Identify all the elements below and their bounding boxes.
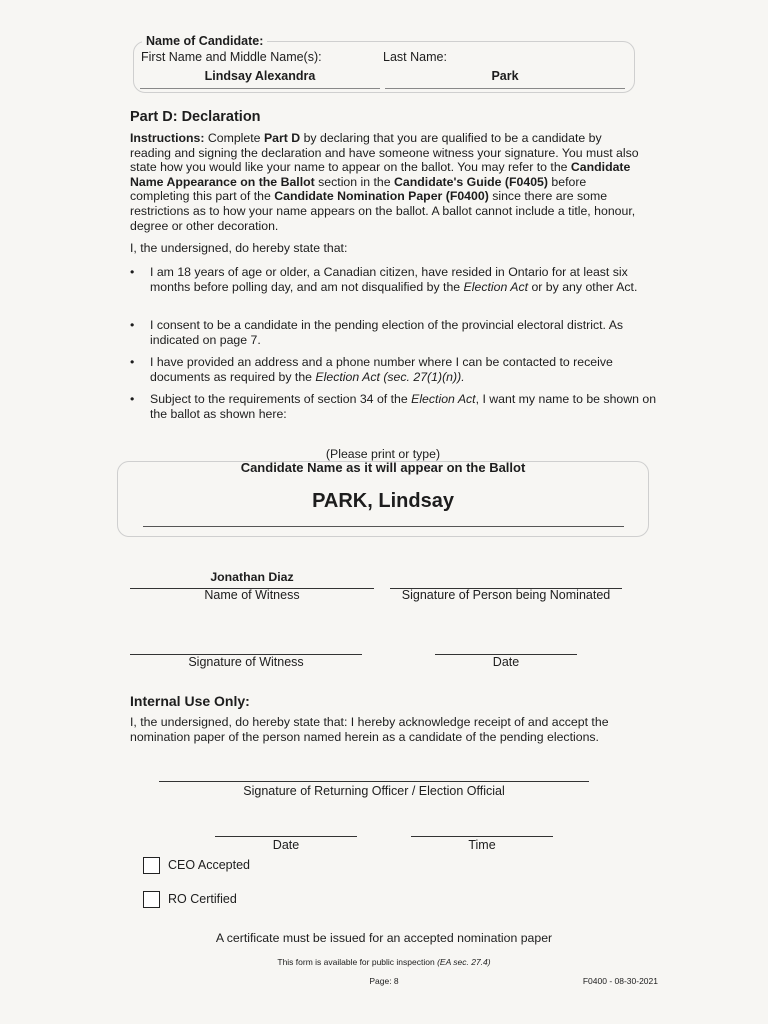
candidate-section-label: Name of Candidate: — [142, 34, 267, 48]
instr-text-1: Complete — [204, 131, 264, 145]
bullet-ballot-name: • Subject to the requirements of section 34 of the Election Act, I want my name to be shown on the ballot as shown here: — [130, 392, 660, 421]
internal-time-label: Time — [468, 838, 496, 852]
page-number: Page: 8 — [369, 976, 399, 986]
certificate-note: A certificate must be issued for an accepted nomination paper — [215, 931, 553, 945]
witness-name-value[interactable]: Jonathan Diaz — [210, 570, 294, 584]
internal-date-label: Date — [272, 838, 300, 852]
internal-date-line[interactable] — [215, 836, 357, 837]
public-inspection-ref: (EA sec. 27.4) — [437, 957, 491, 967]
statement-text: I, the undersigned, do hereby state that: — [130, 241, 348, 255]
instr-part-d: Part D — [263, 131, 301, 145]
nominee-date-label: Date — [492, 655, 520, 669]
bullet-address: • I have provided an address and a phone number where I can be contacted to receive documents as required by the Election Act (sec. 27(1)(n)). — [130, 355, 660, 384]
instr-text-2: by declaring that you are qualified to be a candidate by reading and signing the declaration and have someone witness your signature. You must also state how you would like your name to appear on the ballot. You may refer to the — [130, 131, 639, 175]
first-name-value[interactable]: Lindsay Alexandra — [204, 69, 316, 83]
instr-text-3: section in the — [314, 174, 395, 189]
witness-signature-label: Signature of Witness — [188, 655, 304, 669]
ceo-accepted-label: CEO Accepted — [168, 858, 250, 872]
ballot-title: Candidate Name as it will appear on the Ballot — [240, 460, 526, 475]
witness-name-label: Name of Witness — [204, 588, 300, 602]
last-name-value[interactable]: Park — [491, 69, 519, 83]
internal-time-line[interactable] — [411, 836, 553, 837]
instr-cnab-ref: Candidate Name Appearance on the Ballot — [130, 160, 631, 189]
ballot-name-underline — [143, 526, 624, 527]
internal-heading: Internal Use Only: — [130, 693, 250, 709]
form-id: F0400 - 08-30-2021 — [582, 976, 658, 986]
instructions-paragraph — [130, 131, 642, 233]
first-name-underline — [140, 88, 380, 89]
last-name-label: Last Name: — [383, 50, 447, 64]
ballot-name-value[interactable]: PARK, Lindsay — [312, 490, 454, 512]
public-inspection-note — [100, 957, 668, 967]
instructions-label: Instructions: — [130, 131, 205, 145]
candidate-name-box — [133, 41, 635, 93]
ro-certified-checkbox[interactable] — [143, 891, 160, 908]
first-name-label: First Name and Middle Name(s): — [141, 50, 322, 64]
ceo-accepted-checkbox[interactable] — [143, 857, 160, 874]
ro-signature-line[interactable] — [159, 781, 589, 782]
instr-paper-ref: Candidate Nomination Paper (F0400) — [274, 189, 489, 204]
internal-text: I, the undersigned, do hereby state that: I hereby acknowledge receipt of and accept the nomination paper of the person named herein as a candidate of the pending elections. — [130, 715, 609, 744]
bullet-age-citizenship: • I am 18 years of age or older, a Canadian citizen, have resided in Ontario for at least six months before polling day, and am not disqualified by the Election Act or by any other Act. — [130, 265, 660, 294]
instr-guide-ref: Candidate's Guide (F0405) — [394, 174, 548, 189]
ro-signature-label: Signature of Returning Officer / Election Official — [243, 784, 505, 798]
public-inspection-text: This form is available for public inspection — [277, 957, 438, 967]
print-note: (Please print or type) — [325, 447, 441, 461]
last-name-underline — [385, 88, 625, 89]
ro-certified-label: RO Certified — [168, 892, 237, 906]
instr-text-4: before completing this part of the — [130, 174, 587, 204]
nominee-signature-label: Signature of Person being Nominated — [401, 588, 611, 602]
part-d-heading: Part D: Declaration — [130, 109, 261, 125]
bullet-consent: • I consent to be a candidate in the pending election of the provincial electoral district. As indicated on page 7. — [130, 318, 660, 347]
instr-text-5: since there are some restrictions as to how your name appears on the ballot. A ballot cannot include a title, honour, degree or other decoration. — [130, 189, 636, 233]
